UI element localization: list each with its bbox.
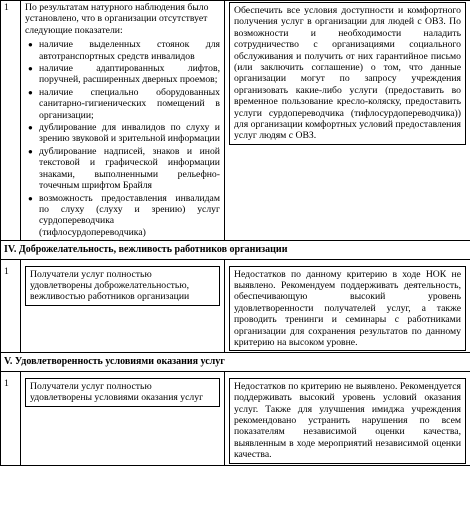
bullet-icon: ● xyxy=(28,146,33,156)
list-item xyxy=(28,63,220,86)
list-item-text: дублирование надписей, знаков и иной текстовой и графической информации знаками, выполненными рельефно-точечным шрифтом Брайля xyxy=(39,145,220,192)
list-item xyxy=(28,86,220,121)
recommendation-cell xyxy=(225,259,470,353)
finding-cell xyxy=(21,1,225,241)
section-header-row xyxy=(1,353,470,371)
list-item xyxy=(28,39,220,62)
table-row xyxy=(1,371,470,465)
section-header-row xyxy=(1,241,470,259)
finding-text: Получатели услуг полностью удовлетворены условиями оказания услуг xyxy=(25,378,220,407)
list-item xyxy=(28,145,220,192)
recommendation-text: Обеспечить все условия доступности и комфортного получения услуг в организации для людей с ОВЗ. По возможности и необходимости наладить сотрудничество с организациями социального обслуживания и получить от них гарантийное письмо (или заключить соглашение) о том, что данные организации могут по запросу учреждения организовать какие-либо услуги (предоставить во временное пользование кресло-коляску, предоставить услуги сурдопереводчика (тифлосурдопереводчика)) для организации комфортных условий предоставления услуг людям с ОВЗ. xyxy=(229,2,466,145)
list-item xyxy=(28,122,220,145)
list-item-text: наличие выделенных стоянок для автотранспортных средств инвалидов xyxy=(39,39,220,62)
bullet-icon: ● xyxy=(28,123,33,133)
bullet-icon: ● xyxy=(28,40,33,50)
list-item-text: дублирование для инвалидов по слуху и зрению звуковой и зрительной информации xyxy=(39,122,220,145)
finding-intro: По результатам натурного наблюдения было установлено, что в организации отсутствует следующие показатели: xyxy=(25,2,209,36)
finding-text: Получатели услуг полностью удовлетворены доброжелательностью, вежливостью работников организации xyxy=(25,266,220,306)
row-number: 1 xyxy=(1,259,21,353)
bullet-icon: ● xyxy=(28,64,33,74)
bullet-icon: ● xyxy=(28,87,33,97)
section-title: V. Удовлетворенность условиями оказания услуг xyxy=(1,353,470,371)
list-item xyxy=(28,192,220,239)
bullet-icon: ● xyxy=(28,193,33,203)
row-number: 1 xyxy=(1,1,21,241)
recommendation-text: Недостатков по данному критерию в ходе НОК не выявлено. Рекомендуем поддерживать деятельность, обеспечивающую высокий уровень удовлетворенности получателей услуг, а также проводить тренинги и семинары с работниками организации для сохранения результатов по данному критерию на высоком уровне. xyxy=(229,266,466,352)
list-item-text: наличие специально оборудованных санитарно-гигиенических помещений в организации; xyxy=(39,86,220,121)
section-title: IV. Доброжелательность, вежливость работников организации xyxy=(1,241,470,259)
recommendation-cell xyxy=(225,1,470,241)
row-number: 1 xyxy=(1,371,21,465)
recommendation-text: Недостатков по критерию не выявлено. Рекомендуется поддерживать высокий уровень условий оказания услуг. Также для улучшения имиджа учреждения рекомендовано устранить нарушения по всем показателям независимой оценки качества, выявленным в ходе мероприятий независимой оценки качества. xyxy=(229,378,466,464)
recommendation-cell xyxy=(225,371,470,465)
list-item-text: наличие адаптированных лифтов, поручней, расширенных дверных проемов; xyxy=(39,63,220,86)
finding-cell xyxy=(21,371,225,465)
missing-indicators-list xyxy=(25,39,220,238)
table-row xyxy=(1,259,470,353)
table-row xyxy=(1,1,470,241)
list-item-text: возможность предоставления инвалидам по слуху (слуху и зрению) услуг сурдопереводчика (тифлосурдопереводчика) xyxy=(39,192,220,238)
finding-cell xyxy=(21,259,225,353)
